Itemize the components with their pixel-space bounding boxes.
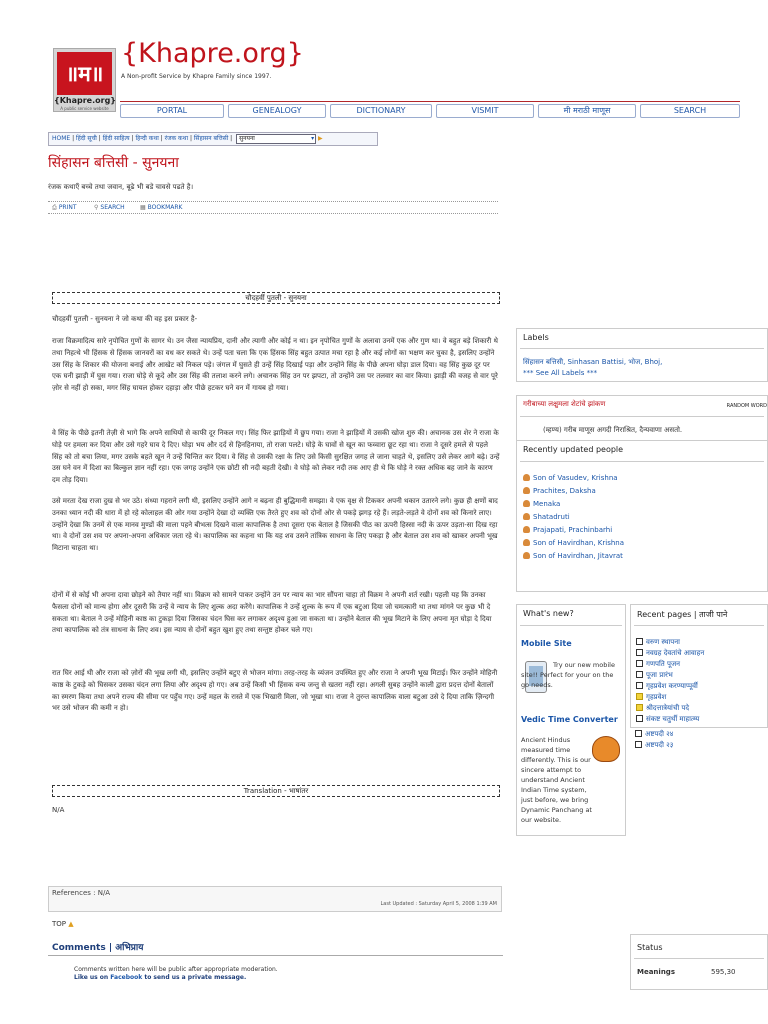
nav-search[interactable]: SEARCH: [640, 104, 740, 118]
proverb-divider: [520, 416, 764, 417]
site-tagline: A Non-profit Service by Khapre Family since 1997.: [121, 73, 272, 80]
facebook-link[interactable]: Facebook: [110, 974, 143, 981]
site-name[interactable]: {Khapre.org}: [121, 38, 304, 69]
logo-subcaption: A public service website: [60, 106, 109, 111]
comments-divider: [48, 955, 503, 956]
comments-heading: Comments | अभिप्राय: [52, 943, 144, 953]
recent-pages-divider: [634, 625, 764, 626]
recent-page-link[interactable]: अष्टपदी २४: [635, 730, 673, 739]
random-word-box: [516, 395, 768, 445]
nav-genealogy[interactable]: GENEALOGY: [228, 104, 326, 118]
labels-list[interactable]: सिंहासन बत्तिसी, Sinhasan Battisi, भोज, Bhoj,: [523, 358, 663, 366]
page-icon: [635, 741, 642, 748]
folder-icon: [636, 704, 643, 711]
folder-icon: [636, 693, 643, 700]
person-icon: [523, 513, 530, 520]
recent-page-link[interactable]: संकष्ट चतुर्थी माहात्म्य: [636, 715, 699, 724]
header-divider: [120, 101, 740, 102]
person-link[interactable]: Prajapati, Prachinbarhi: [523, 526, 612, 534]
recent-people-heading: Recently updated people: [523, 445, 624, 454]
breadcrumb-hindi-katha[interactable]: हिन्दी कथा: [135, 135, 159, 142]
nav-portal[interactable]: PORTAL: [120, 104, 224, 118]
page-subtitle: रंजक कथाएँ बच्चे तथा जवान, बूढे भी बडे चावसे पढते है।: [48, 183, 194, 191]
whats-new-heading: What's new?: [523, 609, 574, 618]
person-icon: [523, 474, 530, 481]
person-icon: [523, 539, 530, 546]
mobile-site-link[interactable]: Mobile Site: [521, 639, 572, 648]
person-icon: [523, 526, 530, 533]
bookmark-button[interactable]: ▦ BOOKMARK: [140, 204, 183, 211]
vedic-clock-icon: [592, 736, 620, 762]
story-intro: चौदहवीं पुतली - सुनयना ने जो कथा की वह इस प्रकार है-: [52, 315, 198, 323]
person-link[interactable]: Son of Vasudev, Krishna: [523, 474, 618, 482]
page-toolbar: [48, 201, 498, 214]
logo-caption: {Khapre.org}: [54, 96, 116, 105]
last-updated: Last Updated : Saturday April 5, 2008 1:39 AM: [380, 901, 497, 907]
person-link[interactable]: Son of Havirdhan, Jitavrat: [523, 552, 623, 560]
recent-page-link[interactable]: नवग्रह देवतांचे आवाहन: [636, 649, 704, 658]
whats-new-box: [516, 604, 626, 836]
vedic-time-link[interactable]: Vedic Time Converter: [521, 715, 618, 724]
page-icon: [636, 660, 643, 667]
person-link[interactable]: Son of Havirdhan, Krishna: [523, 539, 624, 547]
breadcrumb: HOME | हिंदी सूची | हिंदी साहित्य | हिन्दी कथा | रंजक कथा | सिंहासन बत्तिसी | सुनयना ▾ ▶: [48, 132, 378, 146]
see-all-labels-link[interactable]: *** See All Labels ***: [523, 369, 598, 377]
printer-icon: ⎙: [52, 204, 57, 211]
person-link[interactable]: Menaka: [523, 500, 560, 508]
whats-new-divider: [520, 625, 622, 626]
random-word-label: RANDOM WORD: [726, 403, 767, 409]
chapter-select[interactable]: सुनयना ▾: [236, 134, 316, 144]
recent-pages-box: [630, 604, 768, 728]
person-link[interactable]: Prachites, Daksha: [523, 487, 596, 495]
recent-page-link[interactable]: गणपति पूजन: [636, 660, 680, 669]
recent-page-link[interactable]: गृहप्रवेश: [636, 693, 666, 702]
story-heading: चौदहवीं पुतली - सुनयना: [52, 292, 500, 304]
search-icon: ⚲: [94, 204, 99, 211]
nav-vismit[interactable]: VISMIT: [436, 104, 534, 118]
search-button[interactable]: ⚲ SEARCH: [94, 204, 125, 211]
status-divider: [634, 958, 764, 959]
nav-dictionary[interactable]: DICTIONARY: [330, 104, 432, 118]
proverb-text: (म्हण्य) गरीब माणूस अगदी निराश्रित, दैन्यवाणा असतो.: [543, 426, 683, 434]
labels-divider: [520, 348, 764, 349]
logo-glyph: ॥म॥: [57, 52, 112, 95]
recent-pages-heading: Recent pages | ताजी पाने: [637, 610, 728, 619]
breadcrumb-hindi-list[interactable]: हिंदी सूची: [76, 135, 97, 142]
mobile-site-text: Try our new mobile site!! Perfect for your on the go needs.: [521, 661, 615, 689]
proverb-heading[interactable]: गरीबाच्या लक्षुमला शेटांचे झांकण: [523, 400, 606, 408]
breadcrumb-ranjak-katha[interactable]: रंजक कथा: [164, 135, 189, 142]
arrow-up-icon: ▲: [68, 920, 74, 928]
person-link[interactable]: Shatadruti: [523, 513, 570, 521]
story-paragraph: वे सिंह के पीछे इतनी तेज़ी से भागे कि अपने साथियों से काफी दूर निकल गए। सिंह फिर झाड़ियों में छुप गया। राजा ने झाड़ियों में उसकी खोज शुरु की। अचानक उस शेर ने राजा के घोड़े पर हमला कर दिया और उसे गहरे घाव दे दिए। घोड़ा भय और दर्द से हिनहिनाया, तो राजा पलटे। घोड़े के घावों से खून का फव्वारा छूट रहा था। राजा ने दूसरे हमले से पहले सिंह को तो बचा लिया, मगर उसके बहते खून ने उन्हें चिन्तित कर दिया। वे सिंह से उसकी रक्षा के लिए उसे किसी सुरक्षित जगह ले जाना चाहते थे, इसलिए उसे लेकर आगे बढ़े। उन्हें उस घने वन में दिशा का बिल्कुल ज्ञान नहीं रहा। एक जगह उन्होंने एक छोटी सी नदी बहती देखी। वे घोड़े को लेकर नदी तक आए ही थे कि घोड़े ने रक्त अधिक बह जाने के कारण दम तोड़ दिया।: [52, 429, 500, 485]
story-paragraph: उसे मरता देख राजा दुख से भर उठे। संध्या गहराने लगी थी, इसलिए उन्होंने आगे न बढ़ना ही बुद्धिमानी समझा। वे एक वृक्ष से टिककर अपनी थकान उतारने लगे। कुछ ही क्षणों बाद उनका ध्यान नदी की धारा में हो रहे कोलाहल की ओर गया उन्होंने देखा दो व्यक्ति एक तैरते हुए शव को दोनों ओर से पकड़े झगड़ रहे हैं। लड़ते-लड़ते वे दोनों शव को किनारे लाए। उन्होंने देखा कि उनमें से एक मानव मुण्डों की माला पहने बीभत्स दिखने वाला कापालिक है तथा दूसरा एक बेताल है जिसकी पीठ का ऊपरी हिस्सा नदी के ऊपर उड़ता-सा दिख रहा था। वे दोनों उस शव पर अपना-अपना अधिकार जता रहे थे। कापालिक का कहना था कि यह शव उसने तांत्रिक साधना के लिए पकड़ा है और बेताल उस शव को खाकर अपनी भूख मिटाना चाहता था।: [52, 497, 498, 553]
people-divider: [520, 461, 764, 462]
story-paragraph: दोनों में से कोई भी अपना दावा छोड़ने को तैयार नहीं था। विक्रम को सामने पाकर उन्होंने उन पर न्याय का भार सौंपना चाहा तो विक्रम ने अपनी शर्त रखी। पहली यह कि उनका फैसला दोनों को मान्य होगा और दूसरी कि उन्हें वे न्याय के लिए शुल्क अदा करेंगे। कापालिक ने उन्हें शुल्क के रूप में एक बटुआ दिया जो चमत्कारी था तथा मांगने पर कुछ भी दे सकता था। बेताल ने उन्हें मोहिनी काष्ठ का टुकड़ा दिया जिसका चंदन घिस कर लगाकर अदृश्य हुआ जा सकता था। उन्होंने बेताल की भूख मिटाने के लिए अपना मृत घोड़ा दे दिया तथा कापालिक को तंत्र साधना के लिए शव। इस न्याय से दोनों बहुत खुश हुए तथा सन्तुष्ट होकर चले गए।: [52, 591, 492, 635]
story-paragraph: राजा विक्रमादित्य सारे नृपोचित गुणों के सागर थे। उन जैसा न्यायप्रिय, दानी और त्यागी और कोई न था। इन नृपोचित गुणों के अलावा उनमें एक और गुण था। वे बहुत बड़े शिकारी थे तथा निहत्थे भी हिंसक से हिंसक जानवरों का वध कर सकते थे। उन्हें पता चला कि एक हिंसक सिंह बहुत उत्पात मचा रहा है और कई लोगों का भक्षण कर चुका है, इसलिए उन्होंने उस सिंह के शिकार की योजना बनाई और आखेट को निकल पड़े। जंगल में घुसते ही उन्हें सिंह दिखाई पड़ा और उन्होंने सिंह के पीछे अपना घोड़ा डाल दिया। वह सिंह कुछ दूर पर एक घनी झाड़ी में घुस गया। राजा घोड़े से कूदे और उस सिंह की तलाश करने लगे। अचानक सिंह उन पर झपटा, तो उन्होंने उस पर तलवार का वार किया। झाड़ी की वजह से वार पूरे ज़ोर से नहीं हो सका, मगर सिंह घायल होकर दहाड़ा और पीछे हटकर घने वन में गायब हो गया।: [52, 337, 498, 393]
person-icon: [523, 487, 530, 494]
translation-text: N/A: [52, 806, 65, 814]
recent-people-box: [516, 440, 768, 592]
page-icon: [636, 671, 643, 678]
print-button[interactable]: ⎙ PRINT: [52, 204, 77, 211]
page-title: सिंहासन बत्तिसी - सुनयना: [48, 155, 179, 171]
nav-marathi[interactable]: मी मराठी माणूस: [538, 104, 636, 118]
page-icon: [636, 638, 643, 645]
recent-page-link[interactable]: अष्टपदी २३: [635, 741, 673, 750]
status-meanings-label: Meanings: [637, 968, 675, 976]
page-icon: [636, 649, 643, 656]
comments-note: Comments written here will be public after appropriate moderation. Like us on Facebook to send us a private message.: [74, 966, 278, 981]
top-link[interactable]: TOP ▲: [52, 920, 74, 928]
status-box: [630, 934, 768, 990]
page-icon: [635, 730, 642, 737]
vedic-time-text: Ancient Hindus measured time differently. This is our sincere attempt to understand Ancient Indian Time system, just before, we bring Dynamic Panchang at our website.: [521, 736, 592, 824]
labels-heading: Labels: [523, 333, 549, 342]
chevron-right-icon[interactable]: ▶: [318, 135, 323, 142]
breadcrumb-sinhasan[interactable]: सिंहासन बत्तिसी: [193, 135, 229, 142]
translation-heading: Translation - भाषांतर: [52, 785, 500, 797]
page-icon: [636, 715, 643, 722]
breadcrumb-home[interactable]: HOME: [52, 135, 71, 142]
page-icon: [636, 682, 643, 689]
labels-box: [516, 328, 768, 382]
recent-page-link[interactable]: पूजा प्रारंभ: [636, 671, 673, 680]
status-meanings-value: 595,30: [711, 968, 736, 976]
recent-page-link[interactable]: श्रीदत्तात्रेयांची पदे: [636, 704, 689, 713]
person-icon: [523, 552, 530, 559]
site-logo[interactable]: [53, 48, 116, 112]
references-box: [48, 886, 502, 912]
breadcrumb-hindi-literature[interactable]: हिंदी साहित्य: [102, 135, 130, 142]
recent-page-link[interactable]: गृहप्रवेश करण्याप्पूर्वी: [636, 682, 698, 691]
status-heading: Status: [637, 943, 663, 952]
bookmark-icon: ▦: [140, 204, 146, 211]
person-icon: [523, 500, 530, 507]
story-paragraph: रात घिर आई थी और राजा को ज़ोरों की भूख लगी थी, इसलिए उन्होंने बटुए से भोजन मांगा। तरह-तरह के व्यंजन उपस्थित हुए और राजा ने अपनी भूख मिटाई। फिर उन्होंने मोहिनी काष्ठ के टुकड़े को घिसकर उसका चंदन लगा लिया और अदृश्य हो गए। अब उन्हें किसी भी हिंसक वन्य जन्तु से खतरा नहीं रहा। अगली सुबह उन्होंने काली द्वारा प्रदत्त दोनों बेतालों का स्मरण किया तथा अपने राज्य की सीमा पर पहुँच गए। उन्हें महल के रास्ते में एक भिखारी मिला, जो भूखा था। राजा ने तुरन्त कापालिक वाला बटुआ उसे दे दिया ताकि ज़िन्दगी भर उसे भोजन की कमी न हो।: [52, 669, 498, 713]
references-label: References : N/A: [52, 889, 111, 897]
recent-page-link[interactable]: वरुण स्थापना: [636, 638, 680, 647]
